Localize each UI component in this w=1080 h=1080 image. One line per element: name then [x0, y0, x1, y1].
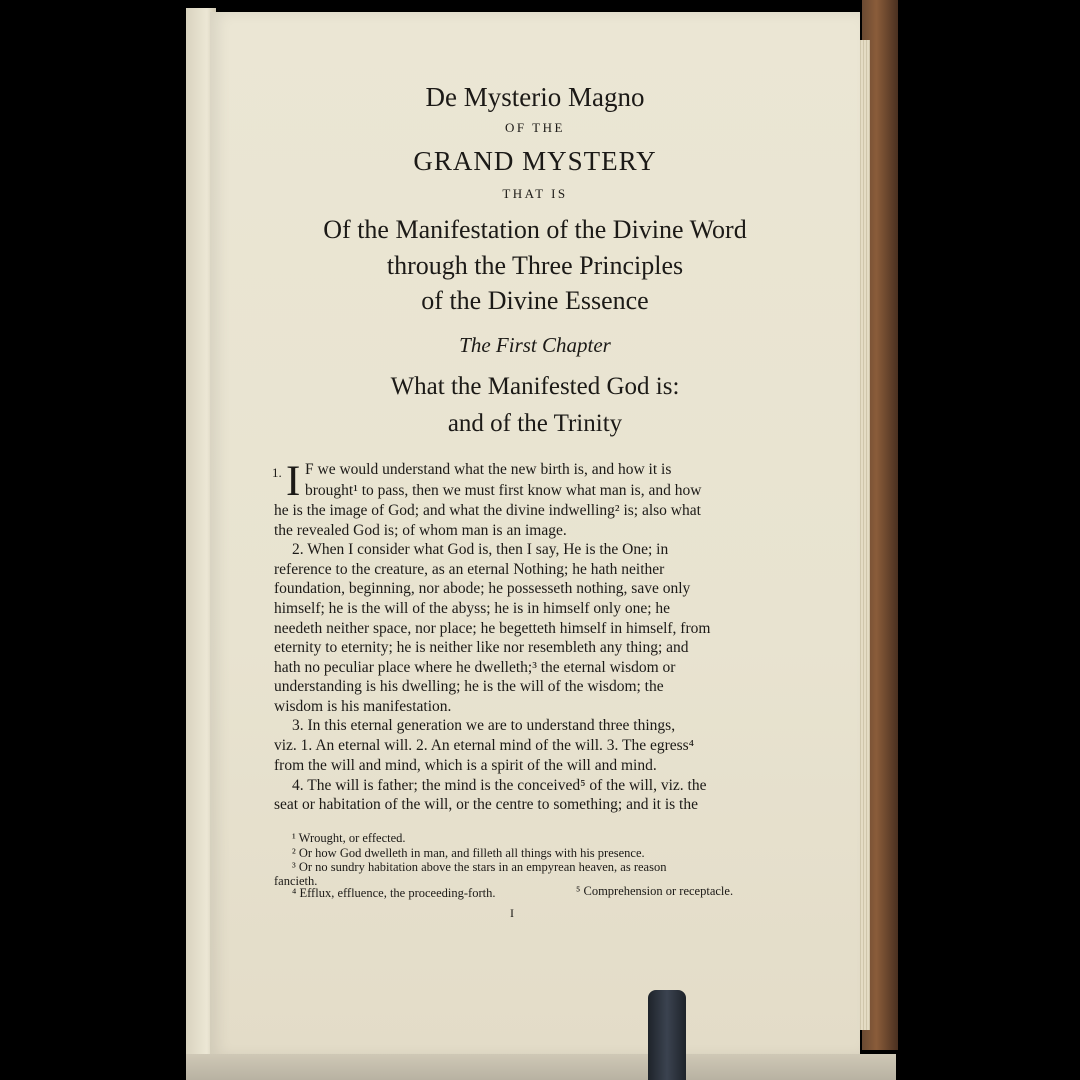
paragraph-number: 1. [272, 465, 282, 480]
body-line: seat or habitation of the will, or the centre to something; and it is the [274, 796, 698, 813]
subtitle-line: of the Divine Essence [421, 286, 649, 315]
body-line: 2. When I consider what God is, then I say, He is the One; in [292, 541, 669, 558]
footnote: ⁴ Efflux, effluence, the proceeding-forth. [292, 886, 496, 900]
footnote: ³ Or no sundry habitation above the stars in an empyrean heaven, as reason [292, 860, 667, 874]
body-line: he is the image of God; and what the divine indwelling² is; also what [274, 502, 701, 519]
footnote: fancieth. [274, 874, 318, 888]
chapter-heading-line: and of the Trinity [447, 410, 623, 437]
body-line: 3. In this eternal generation we are to understand three things, [292, 717, 676, 734]
table-surface [186, 1054, 896, 1080]
body-line: eternity to eternity; he is neither like nor resembleth any thing; and [274, 639, 689, 656]
main-title: GRAND MYSTERY [413, 146, 657, 176]
drop-cap: I [286, 458, 301, 505]
body-line: wisdom is his manifestation. [274, 698, 452, 715]
page-number: I [510, 906, 514, 920]
body-line: hath no peculiar place where he dwelleth;³ the eternal wisdom or [274, 659, 676, 676]
footnote: ⁵ Comprehension or receptacle. [576, 884, 734, 898]
body-line: viz. 1. An eternal will. 2. An eternal mind of the will. 3. The egress⁴ [274, 737, 695, 754]
body-line: 4. The will is father; the mind is the conceived⁵ of the will, viz. the [292, 777, 707, 794]
book-stand [648, 990, 686, 1080]
chapter-heading-line: What the Manifested God is: [390, 373, 680, 400]
body-line: the revealed God is; of whom man is an image. [274, 522, 567, 539]
body-line: foundation, beginning, nor abode; he possesseth nothing, save only [274, 580, 691, 597]
footnote: ² Or how God dwelleth in man, and filleth all things with his presence. [292, 846, 645, 860]
body-line: reference to the creature, as an eternal Nothing; he hath neither [274, 561, 665, 578]
body-line: from the will and mind, which is a spirit of the will and mind. [274, 757, 657, 774]
chapter-label: The First Chapter [459, 333, 611, 357]
title-connector-that-is: THAT IS [502, 186, 568, 201]
body-line: needeth neither space, nor place; he begetteth himself in himself, from [274, 620, 711, 637]
subtitle-line: Of the Manifestation of the Divine Word [323, 215, 747, 244]
body-line: F we would understand what the new birth is, and how it is [305, 461, 672, 478]
footnote: ¹ Wrought, or effected. [292, 831, 406, 845]
body-line: brought¹ to pass, then we must first know what man is, and how [305, 482, 702, 499]
body-line: himself; he is the will of the abyss; he is in himself only one; he [274, 600, 671, 617]
subtitle-line: through the Three Principles [386, 251, 684, 280]
body-line: understanding is his dwelling; he is the will of the wisdom; the [274, 678, 664, 695]
latin-title: De Mysterio Magno [425, 82, 645, 112]
title-connector-of-the: OF THE [505, 120, 565, 135]
